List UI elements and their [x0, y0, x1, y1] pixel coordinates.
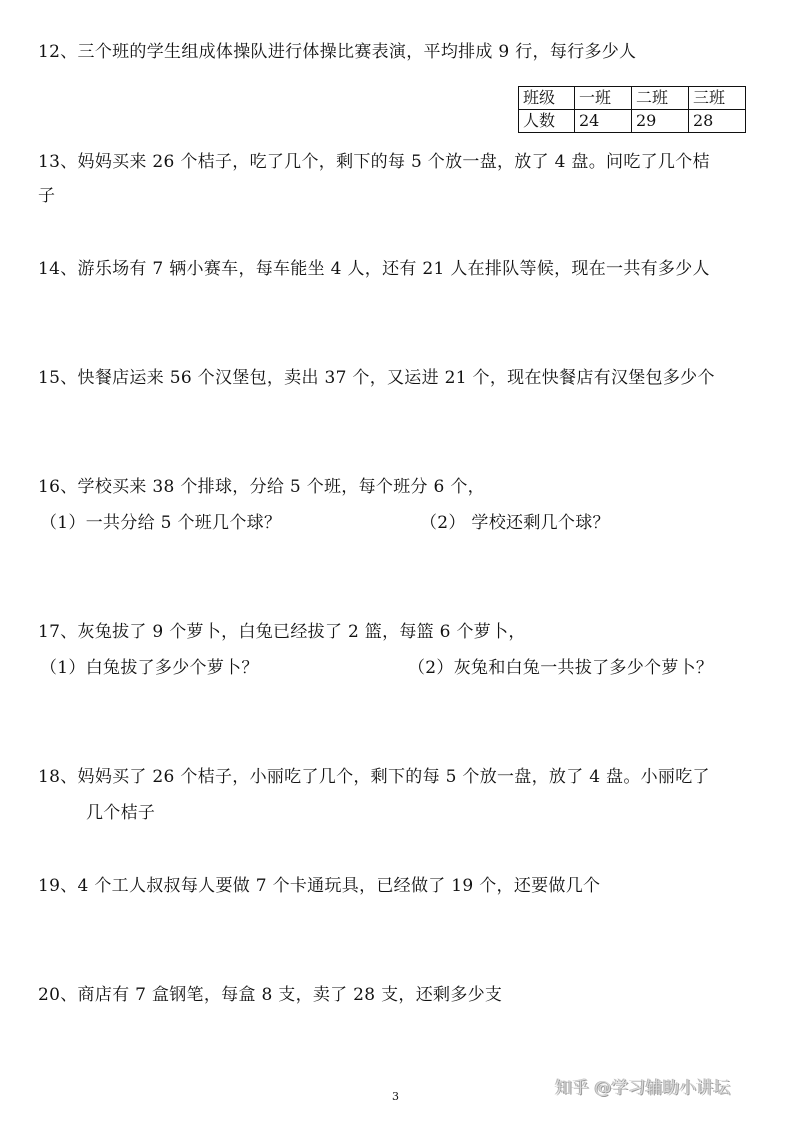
page-number: 3	[392, 1090, 399, 1103]
question-13-continued: 子	[38, 186, 56, 206]
table-cell: 29	[632, 110, 689, 133]
table-cell: 二班	[632, 87, 689, 110]
question-16: 16、学校买来 38 个排球，分给 5 个班，每个班分 6 个，	[38, 477, 485, 497]
question-13: 13、妈妈买来 26 个桔子，吃了几个，剩下的每 5 个放一盘，放了 4 盘。问吃了几个桔	[38, 152, 710, 172]
table-cell: 班级	[519, 87, 575, 110]
question-18: 18、妈妈买了 26 个桔子，小丽吃了几个，剩下的每 5 个放一盘，放了 4 盘。小丽吃了	[38, 767, 710, 787]
watermark: 知乎 @学习辅助小讲坛	[555, 1078, 731, 1098]
question-16-part-1: （1）一共分给 5 个班几个球？	[40, 513, 282, 533]
question-16-part-2: （2） 学校还剩几个球？	[420, 513, 610, 533]
question-17: 17、灰兔拔了 9 个萝卜，白兔已经拔了 2 篮，每篮 6 个萝卜，	[38, 622, 526, 642]
question-15: 15、快餐店运来 56 个汉堡包，卖出 37 个，又运进 21 个，现在快餐店有汉堡包多少个	[38, 368, 715, 388]
question-12: 12、三个班的学生组成体操队进行体操比赛表演，平均排成 9 行，每行多少人	[38, 42, 637, 62]
class-size-table	[518, 86, 746, 133]
table-header-row	[519, 87, 746, 110]
question-19: 19、4 个工人叔叔每人要做 7 个卡通玩具，已经做了 19 个，还要做几个	[38, 876, 601, 896]
table-cell: 一班	[575, 87, 632, 110]
question-18-continued: 几个桔子	[86, 803, 156, 823]
table-cell: 24	[575, 110, 632, 133]
table-cell: 三班	[689, 87, 746, 110]
question-20: 20、商店有 7 盒钢笔，每盒 8 支，卖了 28 支，还剩多少支	[38, 985, 503, 1005]
question-17-part-2: （2）灰兔和白兔一共拔了多少个萝卜？	[408, 658, 714, 678]
question-17-part-1: （1）白兔拔了多少个萝卜？	[40, 658, 259, 678]
table-cell: 28	[689, 110, 746, 133]
table-row	[519, 110, 746, 133]
question-14: 14、游乐场有 7 辆小赛车，每车能坐 4 人，还有 21 人在排队等候，现在一共有多少人	[38, 259, 710, 279]
table-cell: 人数	[519, 110, 575, 133]
